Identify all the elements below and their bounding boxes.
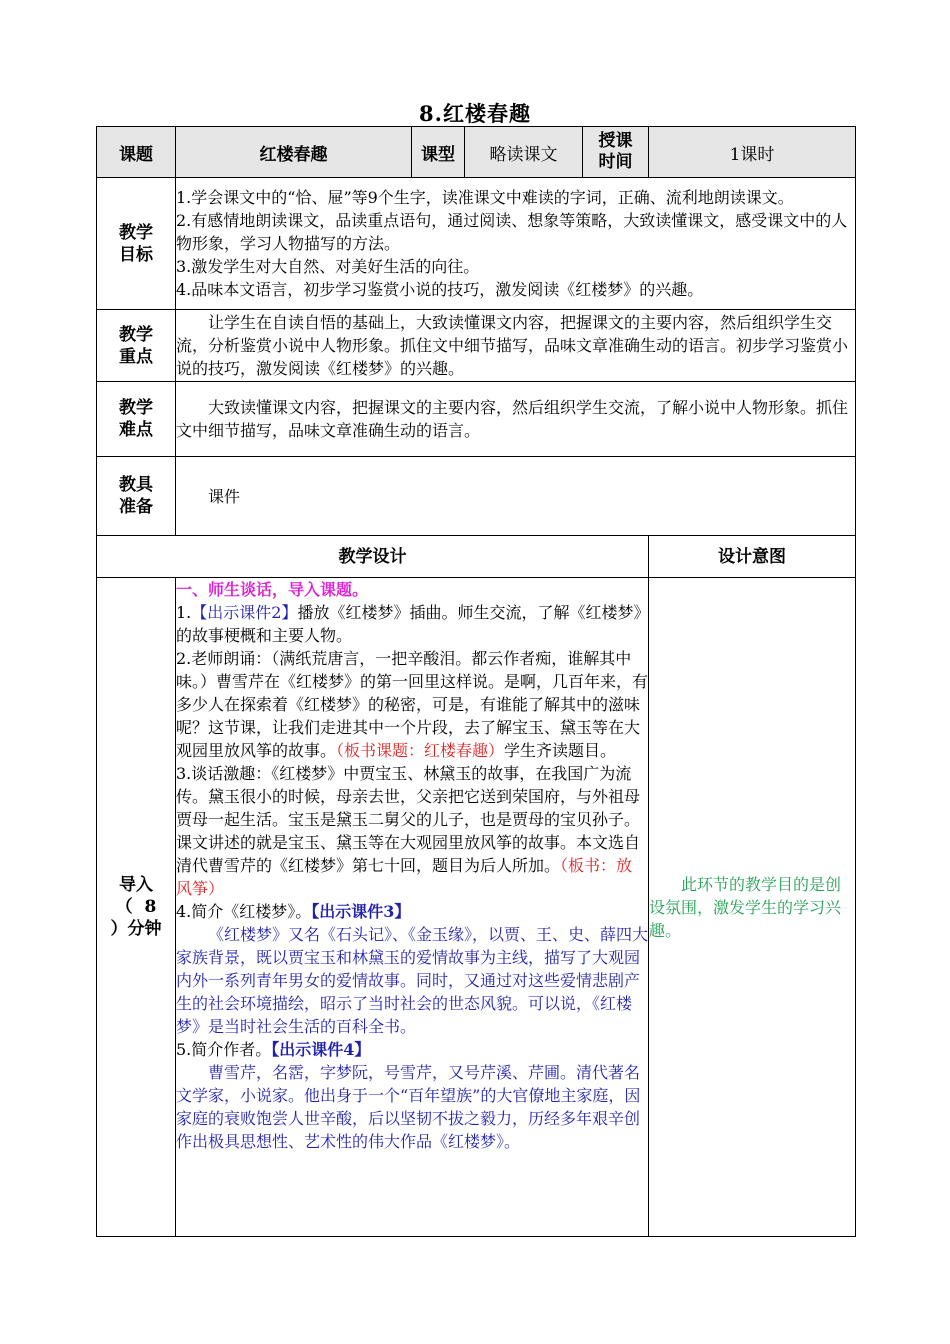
intro-label [97, 578, 176, 1237]
goals-row [97, 178, 856, 310]
goals-label-line1: 教学 [119, 222, 153, 243]
time-value: 1课时 [649, 127, 856, 178]
board-note: （板书：放风筝） [176, 856, 633, 898]
intro-step-4-body: 《红楼梦》又名《石头记》、《金玉缘》，以贾、王、史、薛四大家族背景，既以贾宝玉和林黛玉的爱情故事为主线，描写了大观园内外一系列青年男女的爱情故事。同时，又通过对这些爱情悲剧产生的社会环境描绘，昭示了当时社会的世态风貌。可以说，《红楼梦》是当时社会生活的百科全书。 [176, 925, 649, 1036]
intro-label-line2: （ 8 [115, 897, 157, 917]
step-1-number: 1. [176, 603, 192, 622]
difficulty-label [97, 382, 176, 457]
focus-content: 让学生在自读自悟的基础上，大致读懂课文内容，把握课文的主要内容，然后组织学生交流，分析鉴赏小说中人物形象。抓住文中细节描写，品味文章准确生动的语言。初步学习鉴赏小说的技巧，激发阅读《红楼梦》的兴趣。 [176, 310, 856, 382]
goals-label-line2: 目标 [119, 244, 153, 265]
tools-label-line1: 教具 [119, 475, 153, 495]
focus-label-line1: 教学 [119, 324, 153, 345]
step-2-tail: 学生齐读题目。 [504, 741, 617, 760]
goal-item: 2.有感情地朗读课文，品读重点语句，通过阅读、想象等策略，大致读懂课文，感受课文中的人物形象，学习人物描写的方法。 [176, 211, 848, 253]
intro-step-5 [176, 1038, 648, 1061]
difficulty-content: 大致读懂课文内容，把握课文的主要内容，然后组织学生交流，了解小说中人物形象。抓住文中细节描写，品味文章准确生动的语言。 [176, 382, 856, 457]
time-label [583, 127, 649, 178]
goals-label [97, 178, 176, 310]
intro-design [176, 578, 649, 1237]
difficulty-row [97, 382, 856, 457]
goal-item: 4.品味本文语言，初步学习鉴赏小说的技巧，激发阅读《红楼梦》的兴趣。 [176, 280, 704, 299]
time-label-line1: 授课 [598, 131, 633, 151]
tools-label [97, 457, 176, 536]
intro-intent: 此环节的教学目的是创设氛围，激发学生的学习兴趣。 [649, 578, 856, 1237]
courseware-tag: 【出示课件3】 [311, 902, 411, 921]
difficulty-label-line1: 教学 [119, 398, 153, 418]
tools-row [97, 457, 856, 536]
intro-row [97, 578, 856, 1237]
difficulty-label-line2: 难点 [119, 420, 153, 440]
focus-label [97, 310, 176, 382]
intro-step-1 [176, 601, 648, 647]
section-header-row [97, 536, 856, 578]
topic-value: 红楼春趣 [176, 127, 412, 178]
step-3-text: 3.谈话激趣：《红楼梦》中贾宝玉、林黛玉的故事，在我国广为流传。黛玉很小的时候，母亲去世，父亲把它送到荣国府，与外祖母贾母一起生活。宝玉是黛玉二舅父的儿子，也是贾母的宝贝孙子。课文讲述的就是宝玉、黛玉等在大观园里放风筝的故事。本文选自清代曹雪芹的《红楼梦》第七十回，题目为后人所加。 [176, 764, 641, 875]
focus-label-line2: 重点 [119, 346, 153, 367]
tools-content: 课件 [176, 457, 856, 536]
header-row [97, 127, 856, 178]
intro-step-3 [176, 762, 648, 900]
step-1-text: 播放《红楼梦》插曲。师生交流，了解《红楼梦》的故事梗概和主要人物。 [176, 603, 642, 645]
step-5-text: 5.简介作者。 [176, 1040, 272, 1059]
topic-label: 课题 [97, 127, 176, 178]
intro-step-4 [176, 900, 648, 923]
courseware-tag: 【出示课件2】 [191, 603, 298, 622]
design-header: 教学设计 [97, 536, 649, 578]
goal-item: 3.激发学生对大自然、对美好生活的向往。 [176, 257, 480, 276]
goals-content [176, 178, 856, 310]
intro-heading: 一、师生谈话，导入课题。 [176, 580, 369, 599]
tools-label-line2: 准备 [119, 497, 153, 517]
lesson-plan-table [96, 126, 856, 1237]
focus-row [97, 310, 856, 382]
type-label: 课型 [412, 127, 465, 178]
time-label-line2: 时间 [598, 152, 633, 172]
intro-label-line1: 导入 [119, 875, 153, 895]
intro-step-2 [176, 647, 648, 762]
step-4-text: 4.简介《红楼梦》。 [176, 902, 312, 921]
goal-item: 1.学会课文中的“恰、屉”等9个生字，读准课文中难读的字词，正确、流利地朗读课文。 [176, 188, 794, 207]
intro-step-5-body: 曹雪芹，名霑，字梦阮，号雪芹，又号芹溪、芹圃。清代著名文学家，小说家。他出身于一个“百年望族”的大官僚地主家庭，因家庭的衰败饱尝人世辛酸，后以坚韧不拔之毅力，历经多年艰辛创作出极具思想性、艺术性的伟大作品《红楼梦》。 [176, 1063, 641, 1151]
intent-header: 设计意图 [649, 536, 856, 578]
page-title: 8.红楼春趣 [419, 101, 531, 126]
board-note: （板书课题：红楼春趣） [336, 741, 505, 760]
courseware-tag: 【出示课件4】 [271, 1040, 371, 1059]
intro-label-line3: ）分钟 [110, 919, 162, 939]
type-value: 略读课文 [465, 127, 583, 178]
step-2-text: 2.老师朗诵：（满纸荒唐言，一把辛酸泪。都云作者痴，谁解其中味。）曹雪芹在《红楼梦》的第一回里这样说。是啊，几百年来，有多少人在探索着《红楼梦》的秘密，可是，有谁能了解其中的滋味呢？这节课，让我们走进其中一个片段，去了解宝玉、黛玉等在大观园里放风筝的故事。 [176, 649, 649, 760]
